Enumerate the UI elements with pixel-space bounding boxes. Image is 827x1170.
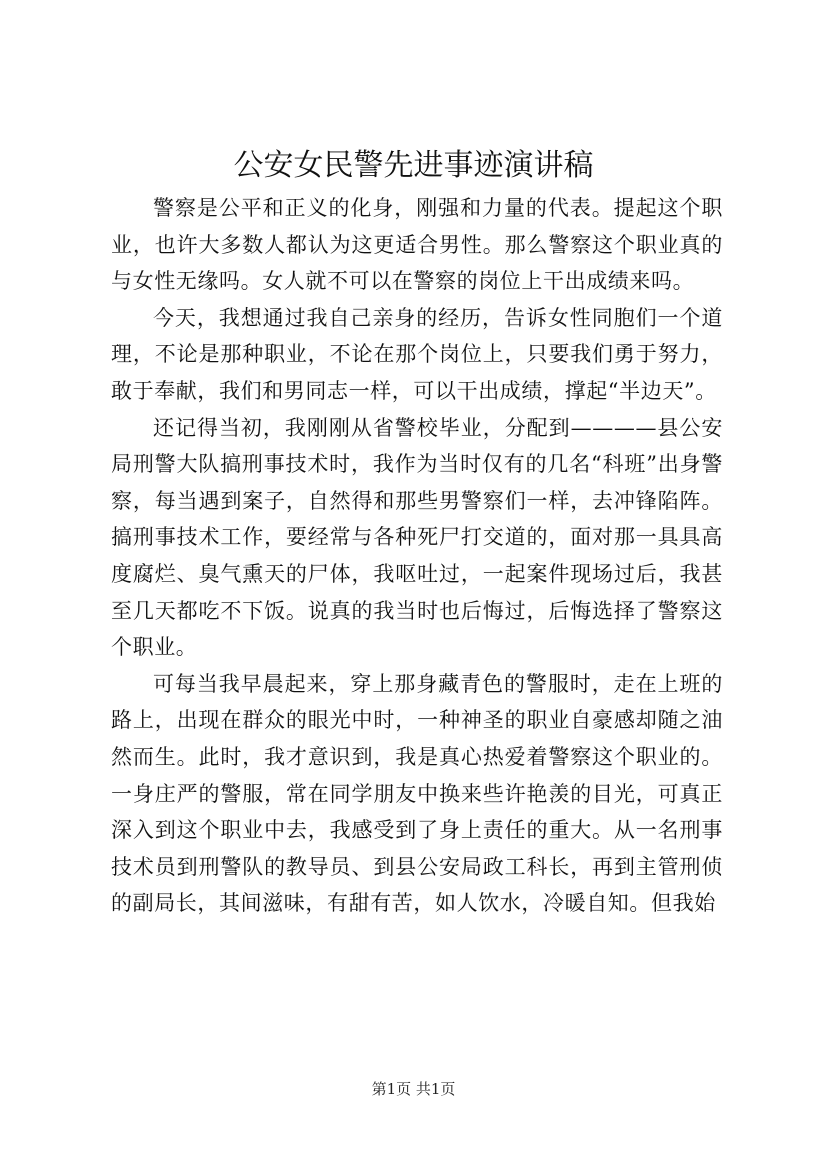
document-title: 公安女民警先进事迹演讲稿 (233, 148, 594, 183)
document-body (111, 190, 723, 922)
paragraph-3: 还记得当初，我刚刚从省警校毕业，分配到————县公安局刑警大队搞刑事技术时，我作为当时仅有的几名“科班”出身警察，每当遇到案子，自然得和那些男警察们一样，去冲锋陷阵。搞刑事技术工作，要经常与各种死尸打交道的，面对那一具具高度腐烂、臭气熏天的尸体，我呕吐过，一起案件现场过后，我甚至几天都吃不下饭。说真的我当时也后悔过，后悔选择了警察这个职业。 (111, 415, 723, 660)
paragraph-4: 可每当我早晨起来，穿上那身藏青色的警服时，走在上班的路上，出现在群众的眼光中时，一种神圣的职业自豪感却随之油然而生。此时，我才意识到，我是真心热爱着警察这个职业的。一身庄严的警服，常在同学朋友中换来些许艳羡的目光，可真正深入到这个职业中去，我感受到了身上责任的重大。从一名刑事技术员到刑警队的教导员、到县公安局政工科长，再到主管刑侦的副局长，其间滋味，有甜有苦，如人饮水，冷暖自知。但我始 (111, 671, 723, 916)
page-footer: 第1页 共1页 (371, 1080, 456, 1098)
paragraph-2: 今天，我想通过我自己亲身的经历，告诉女性同胞们一个道理，不论是那种职业，不论在那个岗位上，只要我们勇于努力，敢于奉献，我们和男同志一样，可以干出成绩，撑起“半边天”。 (111, 305, 723, 403)
paragraph-1: 警察是公平和正义的化身，刚强和力量的代表。提起这个职业，也许大多数人都认为这更适合男性。那么警察这个职业真的与女性无缘吗。女人就不可以在警察的岗位上干出成绩来吗。 (111, 196, 723, 294)
